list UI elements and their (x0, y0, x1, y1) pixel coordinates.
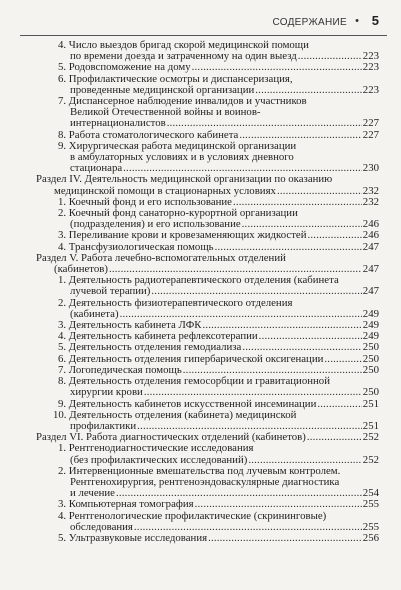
toc-entry-line: проведенные медицинской организации (70, 83, 255, 96)
toc-page-number: 249 (362, 330, 379, 343)
dot-leader (167, 118, 362, 129)
toc-entry-line: 6. Деятельность отделения гипербарической оксигенации (58, 352, 324, 365)
toc-page-number: 247 (362, 263, 379, 276)
toc-page-number: 252 (362, 453, 379, 466)
toc-entry[interactable] (36, 141, 379, 175)
toc-entry-line: 8. Деятельность отделения гемосорбции и гравитационной (58, 375, 330, 388)
dot-leader (151, 286, 361, 297)
toc-entry-line: Рентгенохирургия, рентгеноэндоваскулярные диагностика (70, 475, 340, 488)
toc-page-number: 230 (362, 162, 379, 175)
toc-entry[interactable] (36, 40, 379, 62)
toc-entry-line: Раздел V. Работа лечебно-вспомогательных отделений (36, 251, 286, 264)
toc-entry-line: 2. Деятельность физиотерапевтического отделения (58, 296, 293, 309)
table-of-contents (36, 40, 379, 544)
toc-page-number: 232 (362, 195, 379, 208)
toc-entry-line: 3. Переливание крови и кровезаменяющих жидкостей (58, 229, 307, 242)
toc-page-number: 223 (362, 83, 379, 96)
toc-entry-line: 9. Хирургическая работа медицинской организации (58, 139, 297, 152)
dot-leader (317, 399, 361, 410)
toc-entry-line: 8. Работа стоматологического кабинета (58, 128, 239, 141)
header-bullet: • (355, 15, 359, 27)
toc-page-number: 250 (362, 363, 379, 376)
toc-entry[interactable] (36, 74, 379, 96)
toc-entry-line: по времени доезда и затраченному на один выезд (70, 50, 297, 63)
toc-page-number: 250 (362, 352, 379, 365)
toc-entry-line: 1. Деятельность радиотерапевтического отделения (кабинета (58, 274, 339, 287)
toc-page-number: 227 (362, 128, 379, 141)
header-rule (20, 35, 387, 36)
toc-page-number: 249 (362, 319, 379, 332)
toc-entry-line: 5. Ультразвуковые исследования (58, 531, 208, 544)
toc-entry[interactable] (36, 533, 379, 544)
dot-leader (192, 62, 362, 73)
dot-leader (259, 331, 362, 342)
running-header (20, 10, 387, 36)
toc-entry-line: (подразделения) и его использование (70, 218, 241, 231)
toc-page-number: 227 (362, 117, 379, 130)
toc-page-number: 247 (362, 240, 379, 253)
toc-entry-line: 5. Деятельность отделения гемодиализа (58, 341, 242, 354)
toc-entry-line: 4. Число выездов бригад скорой медицинской помощи (58, 39, 309, 51)
dot-leader (307, 432, 362, 443)
toc-entry[interactable] (36, 230, 379, 241)
toc-entry-line: 9. Деятельность кабинетов искусственной инсеминации (58, 397, 317, 410)
toc-entry-line: 2. Интервенционные вмешательства под лучевым контролем. (58, 464, 341, 477)
running-header-title: СОДЕРЖАНИЕ (272, 17, 347, 28)
toc-entry-line: Великой Отечественной войны и воинов- (70, 106, 261, 119)
toc-page-number: 252 (362, 431, 379, 444)
toc-entry-line: интернационалистов (70, 117, 166, 130)
toc-entry-line: 2. Коечный фонд санаторно-курортной организации (58, 207, 298, 220)
toc-entry-line: Раздел VI. Работа диагностических отделений (кабинетов) (36, 431, 306, 444)
toc-entry[interactable] (36, 275, 379, 297)
toc-entry-line: и лечение (70, 487, 115, 500)
toc-page-number: 223 (362, 50, 379, 63)
dot-leader (298, 51, 362, 62)
toc-entry[interactable] (36, 62, 379, 73)
toc-entry-line: 6. Профилактические осмотры и диспансеризация, (58, 72, 293, 85)
toc-entry[interactable] (36, 410, 379, 432)
toc-entry-line: 4. Рентгенологические профилактические (скрининговые) (58, 509, 327, 522)
toc-entry-line: (без профилактических исследований) (70, 453, 248, 466)
toc-entry-line: 3. Компьютерная томография (58, 498, 194, 511)
dot-leader (144, 387, 362, 398)
dot-leader (195, 499, 362, 510)
page-number: 5 (371, 13, 379, 28)
toc-page-number: 246 (362, 218, 379, 231)
toc-entry-line: 7. Диспансерное наблюдение инвалидов и участников (58, 95, 307, 108)
toc-page-number: 250 (362, 341, 379, 354)
toc-entry-line: 5. Родовспоможение на дому (58, 61, 191, 74)
toc-page-number: 247 (362, 285, 379, 298)
toc-page-number: 246 (362, 229, 379, 242)
toc-entry-line: (кабинета) (70, 307, 119, 320)
toc-entry-line: стационара (70, 162, 123, 175)
toc-entry-line: (кабинетов) (54, 263, 108, 276)
toc-entry[interactable] (36, 376, 379, 398)
toc-entry[interactable] (36, 499, 379, 510)
toc-entry[interactable] (36, 511, 379, 533)
toc-entry-line: лучевой терапии) (70, 285, 151, 298)
toc-entry-line: 3. Деятельность кабинета ЛФК (58, 319, 202, 332)
toc-entry-line: хирургии крови (70, 386, 143, 399)
dot-leader (277, 186, 362, 197)
toc-entry[interactable] (36, 174, 379, 196)
toc-entry-line: Раздел IV. Деятельность медицинской организации по оказанию (36, 173, 333, 186)
toc-entry-line: 10. Деятельность отделения (кабинета) медицинской (53, 408, 297, 421)
toc-entry[interactable] (36, 253, 379, 275)
toc-entry[interactable] (36, 443, 379, 465)
toc-page-number: 256 (362, 531, 379, 544)
dot-leader (324, 354, 361, 365)
toc-entry[interactable] (36, 298, 379, 320)
toc-page-number: 251 (362, 419, 379, 432)
dot-leader (208, 533, 362, 544)
toc-entry-line: обследования (70, 520, 133, 533)
toc-entry-line: 7. Логопедическая помощь (58, 363, 182, 376)
toc-entry-line: 4. Деятельность кабинета рефлексотерапии (58, 330, 258, 343)
toc-page-number: 223 (362, 61, 379, 74)
toc-entry[interactable] (36, 466, 379, 500)
toc-entry-line: медицинской помощи в стационарных условиях (54, 184, 276, 197)
toc-page-number: 255 (362, 520, 379, 533)
toc-entry[interactable] (36, 342, 379, 353)
toc-page-number: 251 (362, 397, 379, 410)
toc-entry-line: 1. Коечный фонд и его использование (58, 195, 232, 208)
toc-page-number: 232 (362, 184, 379, 197)
toc-page-number: 254 (362, 487, 379, 500)
toc-page-number: 250 (362, 386, 379, 399)
toc-entry[interactable] (36, 208, 379, 230)
toc-entry-line: 4. Трансфузиологическая помощь (58, 240, 214, 253)
dot-leader (308, 230, 362, 241)
toc-entry-line: в амбулаторных условиях и в условиях дневного (70, 151, 294, 164)
toc-entry[interactable] (36, 96, 379, 130)
toc-page-number: 255 (362, 498, 379, 511)
toc-entry-line: 1. Рентгенодиагностические исследования (58, 442, 254, 455)
toc-entry-line: профилактики (70, 419, 137, 432)
dot-leader (242, 342, 361, 353)
toc-page-number: 249 (362, 307, 379, 320)
